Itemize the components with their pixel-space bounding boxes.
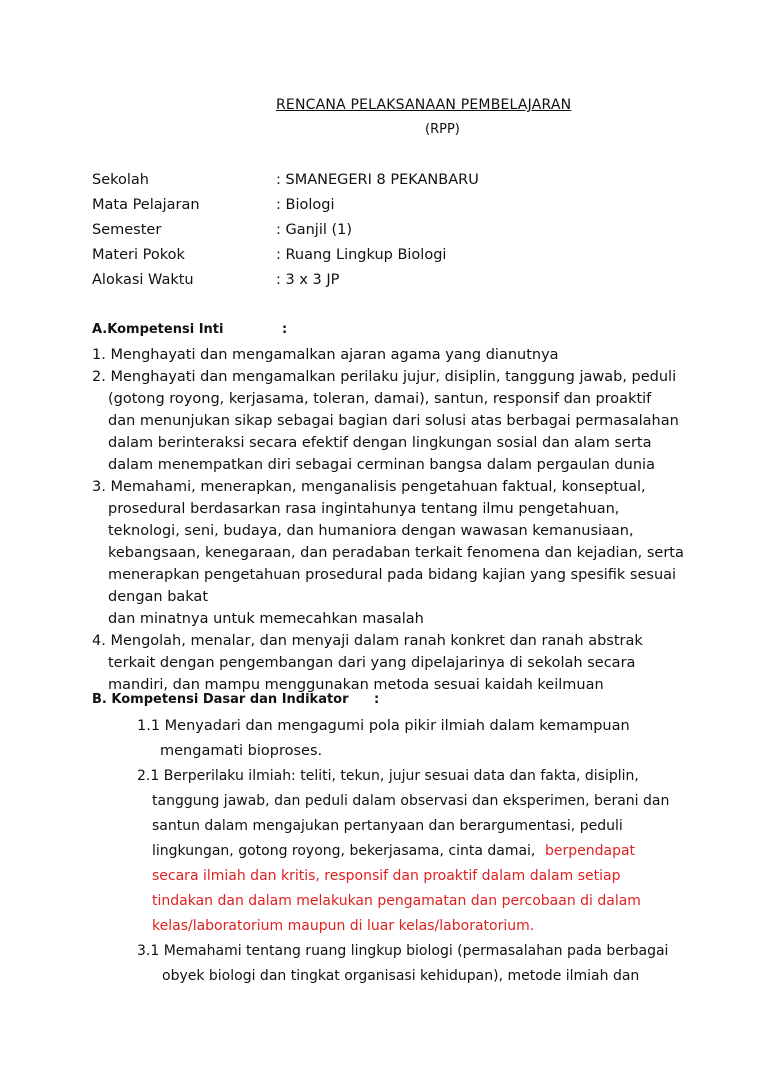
section-b-colon: : — [374, 692, 380, 707]
section-a-line: dan menunjukan sikap sebagai bagian dari solusi atas berbagai permasalahan — [108, 413, 679, 429]
section-a-line: dalam berinteraksi secara efektif dengan lingkungan sosial dan alam serta — [108, 435, 652, 451]
section-a-colon: : — [282, 322, 288, 337]
section-b-red-line: tindakan dan dalam melakukan pengamatan dan percobaan di dalam — [152, 893, 641, 909]
section-a-line: dalam menempatkan diri sebagai cerminan bangsa dalam pergaulan dunia — [108, 457, 655, 473]
section-a-line: 3. Memahami, menerapkan, menganalisis pengetahuan faktual, konseptual, — [92, 479, 646, 495]
document-title: RENCANA PELAKSANAAN PEMBELAJARAN — [276, 97, 572, 113]
identity-label: Sekolah — [92, 172, 149, 188]
identity-value: : 3 x 3 JP — [276, 272, 340, 288]
section-b-line: 1.1 Menyadari dan mengagumi pola pikir ilmiah dalam kemampuan — [137, 718, 630, 734]
section-b-line: mengamati bioproses. — [160, 743, 323, 759]
identity-value: : Ganjil (1) — [276, 222, 353, 238]
section-b-line: 3.1 Memahami tentang ruang lingkup biologi (permasalahan pada berbagai — [137, 943, 669, 959]
section-b-line: obyek biologi dan tingkat organisasi kehidupan), metode ilmiah dan — [162, 968, 640, 984]
identity-label: Alokasi Waktu — [92, 272, 194, 288]
section-b-red-line: kelas/laboratorium maupun di luar kelas/laboratorium. — [152, 918, 535, 934]
section-a-line: 4. Mengolah, menalar, dan menyaji dalam ranah konkret dan ranah abstrak — [92, 633, 643, 649]
section-a-line: kebangsaan, kenegaraan, dan peradaban terkait fenomena dan kejadian, serta — [108, 545, 684, 561]
identity-value: : Biologi — [276, 197, 335, 213]
identity-label: Semester — [92, 222, 162, 238]
section-b-line: lingkungan, gotong royong, bekerjasama, cinta damai, — [152, 843, 536, 859]
section-a-line: 2. Menghayati dan mengamalkan perilaku jujur, disiplin, tanggung jawab, peduli — [92, 369, 677, 385]
identity-label: Materi Pokok — [92, 247, 185, 263]
section-a-line: dengan bakat — [108, 589, 209, 605]
document-subtitle: (RPP) — [425, 122, 460, 137]
section-b-line: 2.1 Berperilaku ilmiah: teliti, tekun, jujur sesuai data dan fakta, disiplin, — [137, 768, 639, 784]
section-a-line: 1. Menghayati dan mengamalkan ajaran agama yang dianutnya — [92, 347, 559, 363]
section-a-line: dan minatnya untuk memecahkan masalah — [108, 611, 424, 627]
section-b-red-line: secara ilmiah dan kritis, responsif dan proaktif dalam dalam setiap — [152, 868, 621, 884]
section-a-line: menerapkan pengetahuan prosedural pada bidang kajian yang spesifik sesuai — [108, 567, 677, 583]
section-b-line: tanggung jawab, dan peduli dalam observasi dan eksperimen, berani dan — [152, 793, 670, 809]
section-b-line: santun dalam mengajukan pertanyaan dan berargumentasi, peduli — [152, 818, 623, 834]
section-a-line: terkait dengan pengembangan dari yang dipelajarinya di sekolah secara — [108, 655, 636, 671]
section-a-line: mandiri, dan mampu menggunakan metoda sesuai kaidah keilmuan — [108, 677, 604, 693]
section-b-heading: B. Kompetensi Dasar dan Indikator — [92, 692, 349, 707]
identity-value: : Ruang Lingkup Biologi — [276, 247, 447, 263]
section-b-red-line: berpendapat — [545, 843, 636, 859]
section-a-line: (gotong royong, kerjasama, toleran, damai), santun, responsif dan proaktif — [108, 391, 652, 407]
section-a-line: prosedural berdasarkan rasa ingintahunya tentang ilmu pengetahuan, — [108, 501, 620, 517]
identity-label: Mata Pelajaran — [92, 197, 200, 213]
identity-value: : SMANEGERI 8 PEKANBARU — [276, 172, 479, 188]
section-a-heading: A.Kompetensi Inti — [92, 322, 224, 337]
section-a-line: teknologi, seni, budaya, dan humaniora dengan wawasan kemanusiaan, — [108, 523, 634, 539]
